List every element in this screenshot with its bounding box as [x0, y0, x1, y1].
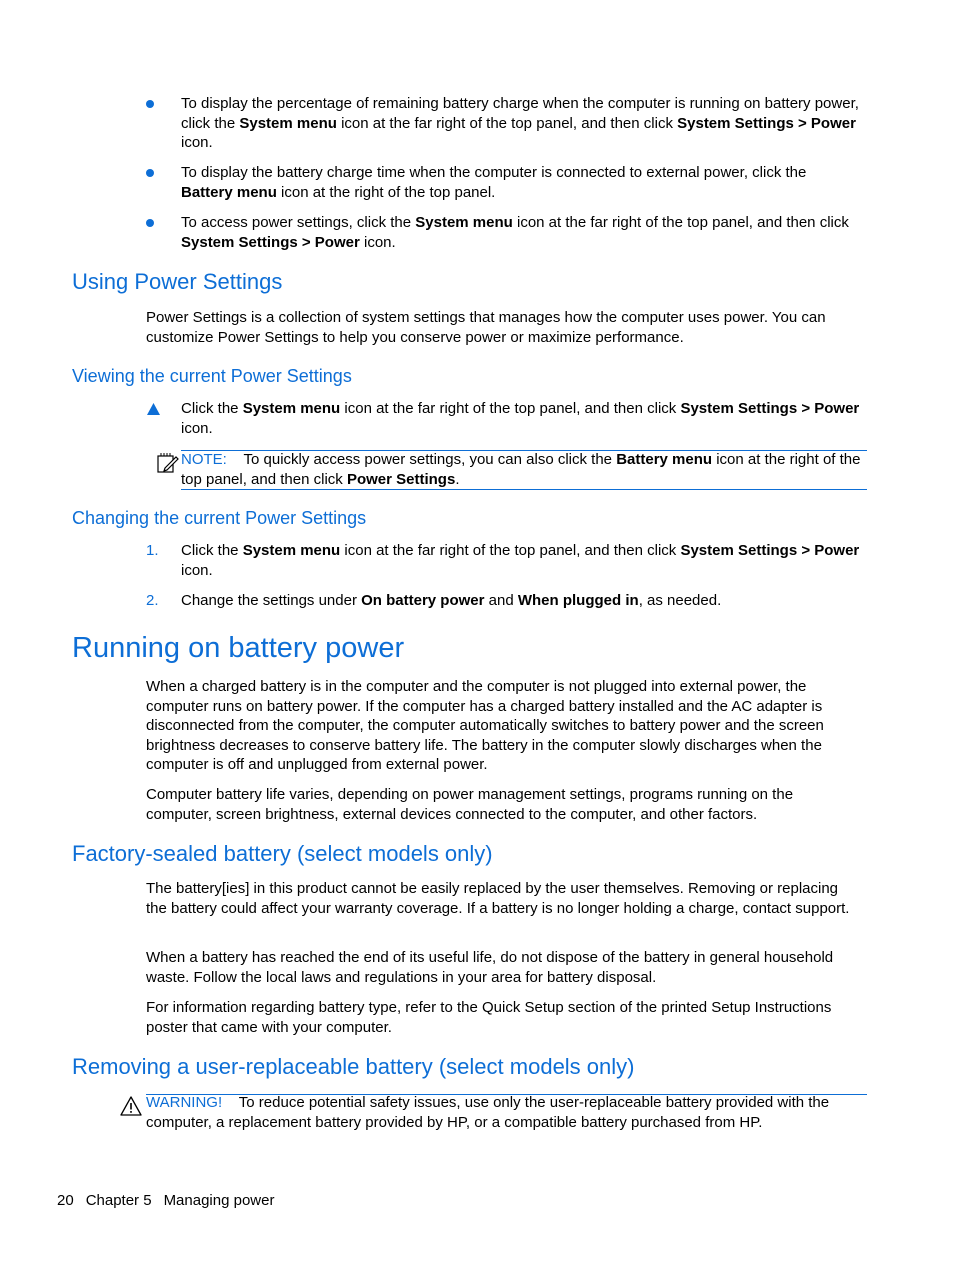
page-footer [57, 1191, 286, 1211]
section-heading: Factory-sealed battery (select models only) [72, 841, 493, 866]
section-heading: Using Power Settings [72, 269, 283, 294]
note-pencil-icon [157, 452, 179, 474]
list-item: To access power settings, click the System menu icon at the far right of the top panel, and then click System Settings > Power icon. [181, 214, 849, 251]
section-heading: Removing a user-replaceable battery (select models only) [72, 1054, 635, 1079]
triangle-up-icon [147, 403, 160, 415]
page-number: 20 [57, 1192, 74, 1209]
note-bottom-rule [181, 489, 867, 490]
body-paragraph: When a charged battery is in the computer and the computer is not plugged into external power, the computer runs on battery power. If the computer has a charged battery installed and the AC adapter is disconnected from the computer, the computer automatically switches to battery power and the screen brightness decreases to conserve battery life. The battery in the computer slowly discharges when the computer is off and unplugged from external power. [146, 678, 824, 773]
note-text: NOTE: To quickly access power settings, you can also click the Battery menu icon at the right of the top panel, and then click Power Settings. [181, 451, 861, 488]
body-paragraph: The battery[ies] in this product cannot be easily replaced by the user themselves. Removing or replacing the battery could affect your warranty coverage. If a battery is no longer holding a charge, contact support. [146, 880, 850, 917]
bullet-icon [146, 169, 154, 177]
bullet-icon [146, 219, 154, 227]
body-paragraph: When a battery has reached the end of its useful life, do not dispose of the battery in general household waste. Follow the local laws and regulations in your area for battery disposal. [146, 949, 834, 986]
step-number: 2. [146, 592, 159, 609]
body-paragraph: Computer battery life varies, depending on power management settings, programs running on the computer, screen brightness, external devices connected to the computer, and other factors. [146, 786, 794, 823]
warning-triangle-icon [120, 1096, 142, 1116]
chapter-title: Managing power [163, 1192, 275, 1209]
subsection-heading: Changing the current Power Settings [72, 508, 367, 528]
procedure-step: Click the System menu icon at the far right of the top panel, and then click System Settings > Power icon. [181, 542, 860, 579]
chapter-label: Chapter 5 [85, 1192, 152, 1209]
body-paragraph: For information regarding battery type, refer to the Quick Setup section of the printed Setup Instructions poster that came with your computer. [146, 999, 832, 1036]
list-item: To display the percentage of remaining battery charge when the computer is running on battery power, click the System menu icon at the far right of the top panel, and then click System Settings > Power icon. [181, 95, 859, 151]
warning-label: WARNING! [146, 1094, 223, 1111]
note-label: NOTE: [181, 451, 227, 468]
step-number: 1. [146, 542, 159, 559]
warning-text: WARNING! To reduce potential safety issues, use only the user-replaceable battery provided with the computer, a replacement battery provided by HP, or a compatible battery purchased from HP. [146, 1094, 830, 1131]
subsection-heading: Viewing the current Power Settings [72, 366, 352, 386]
body-paragraph: Power Settings is a collection of system settings that manages how the computer uses power. You can customize Power Settings to help you conserve power or maximize performance. [146, 309, 826, 346]
bullet-icon [146, 100, 154, 108]
list-item: To display the battery charge time when the computer is connected to external power, click the Battery menu icon at the right of the top panel. [181, 164, 807, 201]
procedure-step: Change the settings under On battery power and When plugged in, as needed. [181, 592, 722, 609]
procedure-step: Click the System menu icon at the far right of the top panel, and then click System Settings > Power icon. [181, 400, 860, 437]
section-heading: Running on battery power [72, 632, 405, 664]
